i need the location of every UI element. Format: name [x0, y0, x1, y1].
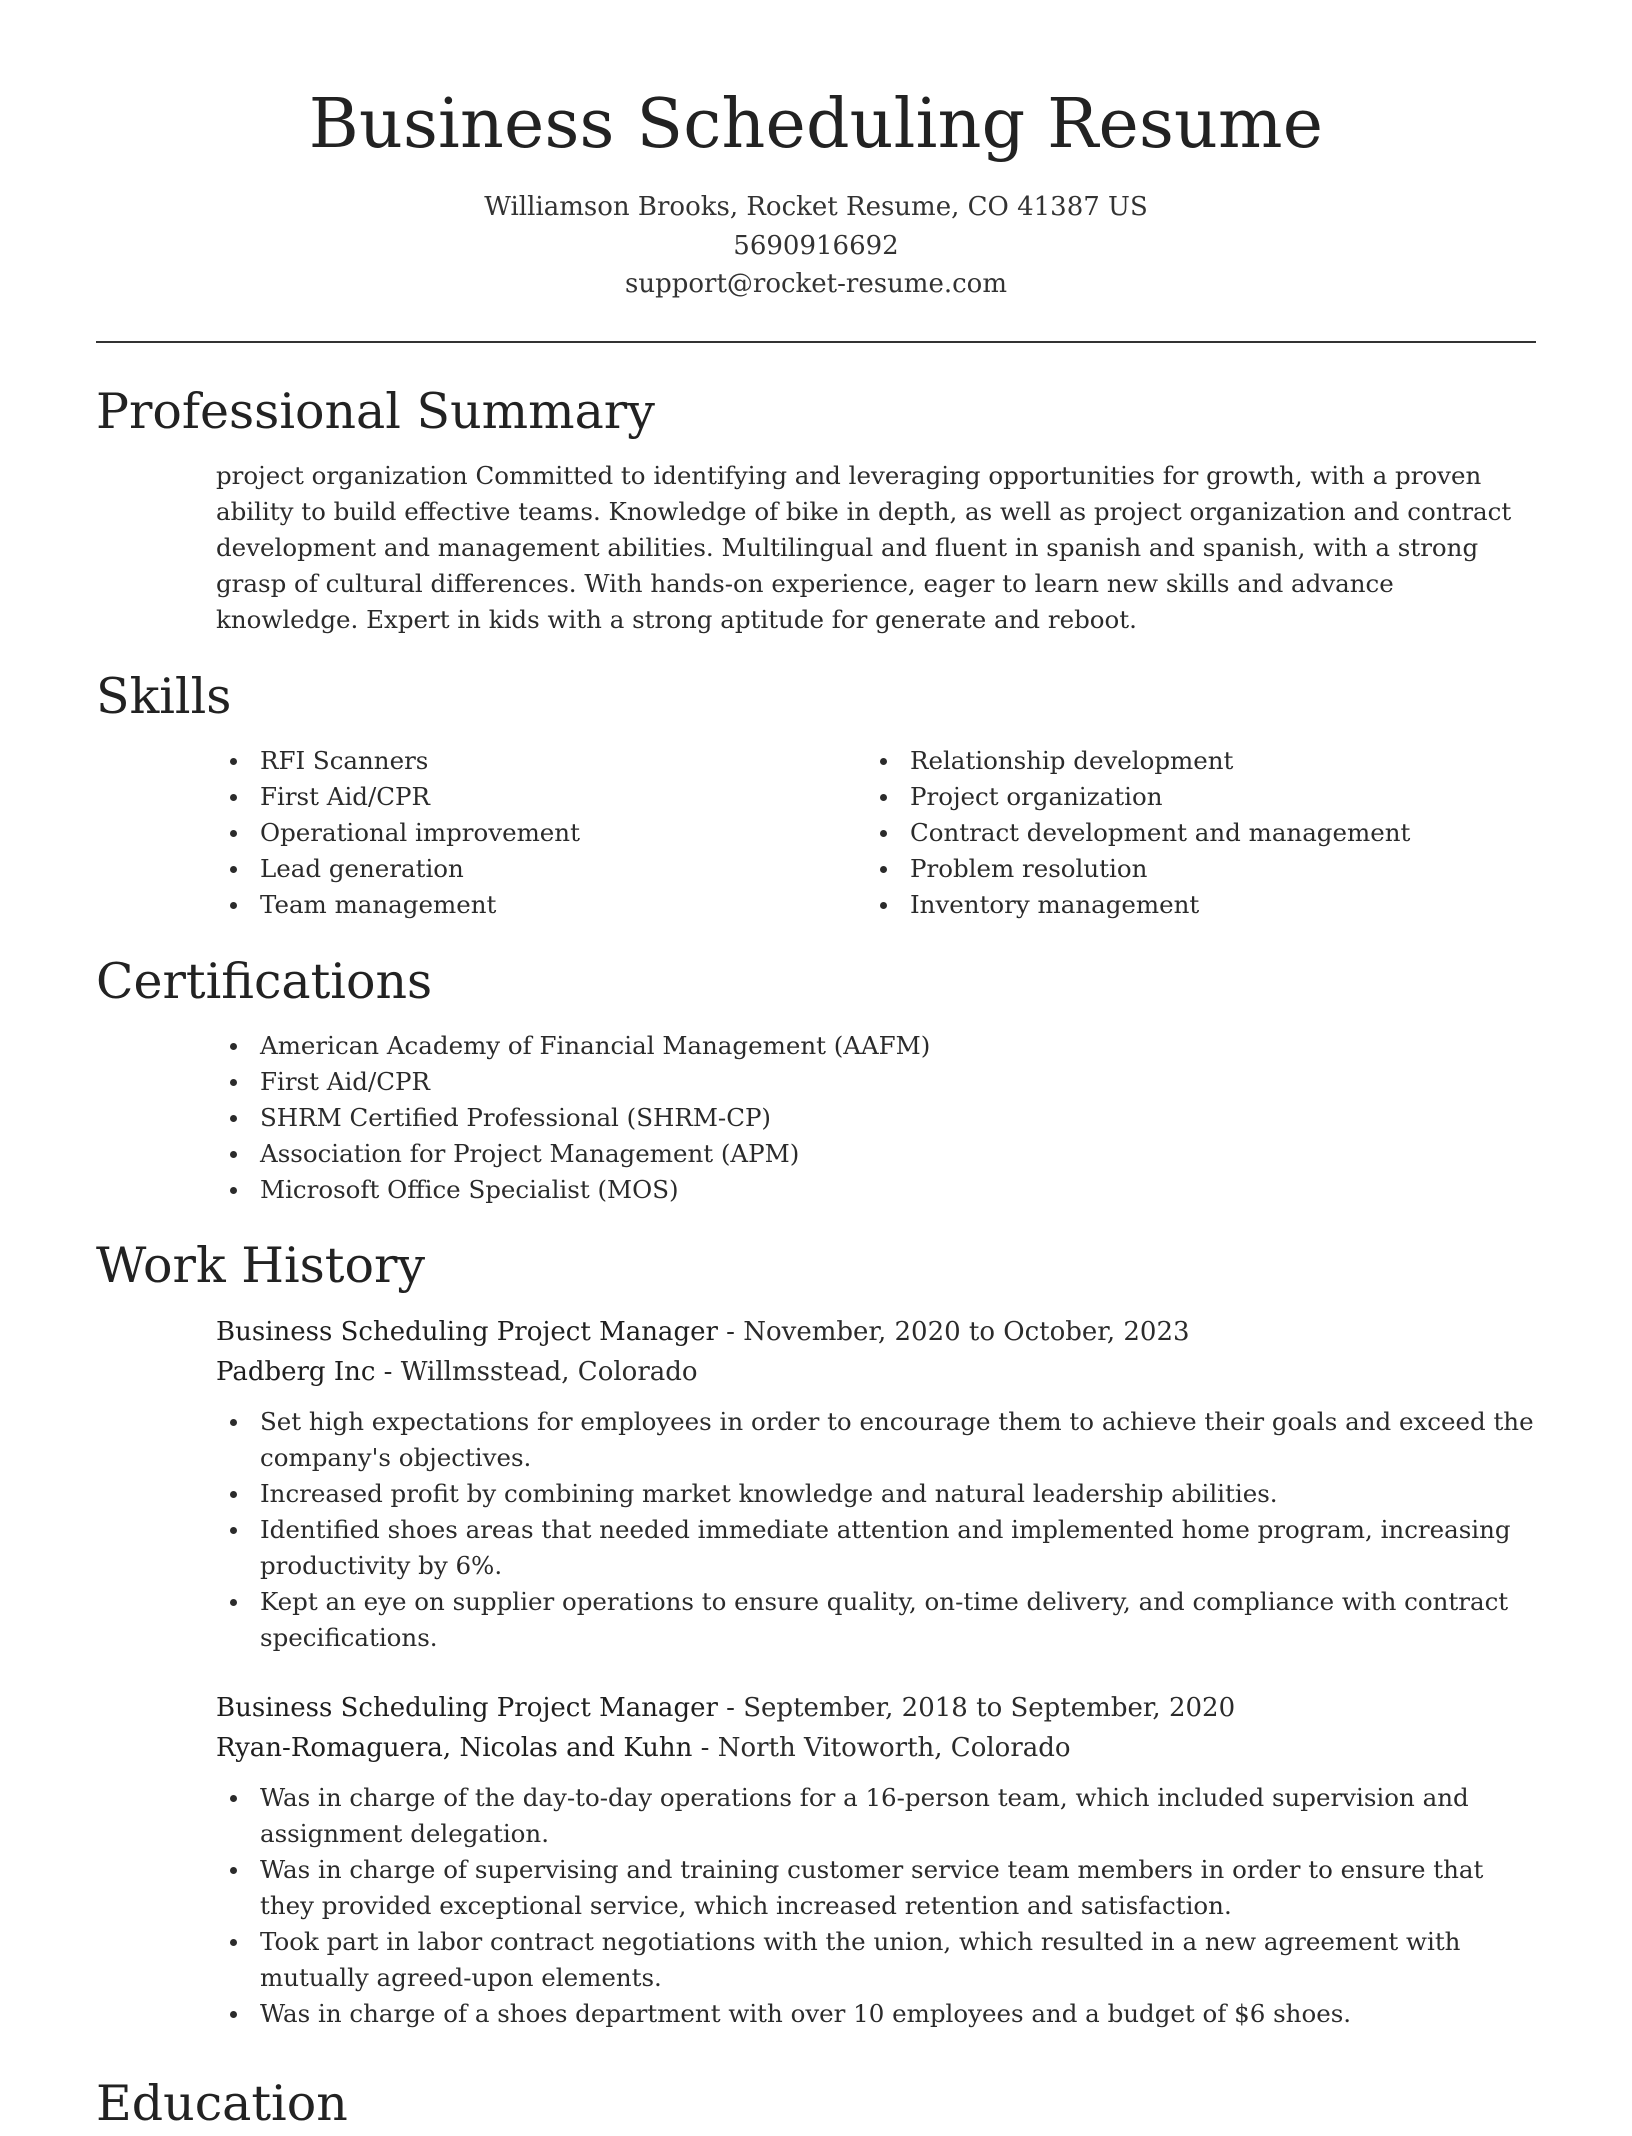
- skill-item: Contract development and management: [866, 815, 1516, 851]
- certifications-body: [216, 1028, 1536, 1208]
- job-dates: - September, 2018 to September, 2020: [717, 1693, 1236, 1723]
- skills-section: [96, 665, 1536, 923]
- job-company: Padberg Inc: [216, 1357, 376, 1387]
- job-bullet: Took part in labor contract negotiations with the union, which resulted in a new agreement with mutually agreed-upon elements.: [216, 1924, 1536, 1996]
- certifications-section: [96, 950, 1536, 1208]
- skill-item: Project organization: [866, 779, 1516, 815]
- job-bullet: Increased profit by combining market knowledge and natural leadership abilities.: [216, 1476, 1536, 1512]
- work-history-section: [96, 1234, 1536, 2032]
- education-section: [96, 2072, 1536, 2136]
- job-bullet: Was in charge of the day-to-day operations for a 16-person team, which included supervision and assignment delegation.: [216, 1780, 1536, 1852]
- job-title-line: [216, 1312, 1536, 1352]
- job-bullet: Kept an eye on supplier operations to ensure quality, on-time delivery, and compliance with contract specifications.: [216, 1584, 1536, 1656]
- certifications-list: [216, 1028, 1536, 1208]
- job-title: Business Scheduling Project Manager: [216, 1693, 718, 1723]
- certifications-heading: Certifications: [96, 953, 433, 1010]
- job-dates: - November, 2020 to October, 2023: [717, 1317, 1190, 1347]
- summary-body: [216, 458, 1536, 638]
- skill-item: First Aid/CPR: [216, 779, 866, 815]
- skill-item: Team management: [216, 887, 866, 923]
- contact-info: [96, 188, 1536, 304]
- job-bullet: Set high expectations for employees in order to encourage them to achieve their goals and exceed the company's objectives.: [216, 1404, 1536, 1476]
- job-company-line: [216, 1728, 1536, 1768]
- skills-list-right: [866, 743, 1516, 923]
- skill-item: Problem resolution: [866, 851, 1516, 887]
- skills-body: [216, 743, 1536, 923]
- job-title: Business Scheduling Project Manager: [216, 1317, 718, 1347]
- contact-phone: 5690916692: [733, 230, 899, 261]
- work-history-heading: Work History: [96, 1237, 426, 1294]
- job-location: - North Vitoworth, Colorado: [692, 1733, 1071, 1763]
- job-spacer: [216, 1656, 1536, 1688]
- skills-list-left: [216, 743, 866, 923]
- skill-item: Lead generation: [216, 851, 866, 887]
- job-company: Ryan-Romaguera, Nicolas and Kuhn: [216, 1733, 693, 1763]
- header-divider: [96, 341, 1536, 343]
- job-company-line: [216, 1352, 1536, 1392]
- skill-item: RFI Scanners: [216, 743, 866, 779]
- contact-address: Williamson Brooks, Rocket Resume, CO 41387 US: [484, 192, 1148, 222]
- job-entry: [216, 1688, 1536, 2032]
- job-bullets: [216, 1404, 1536, 1656]
- certification-item: First Aid/CPR: [216, 1064, 1536, 1100]
- summary-heading: Professional Summary: [96, 383, 655, 440]
- skills-heading: Skills: [96, 668, 232, 725]
- job-location: - Willmsstead, Colorado: [375, 1357, 698, 1387]
- contact-email: support@rocket-resume.com: [624, 269, 1007, 299]
- resume-header: [96, 80, 1536, 304]
- skills-columns: [216, 743, 1536, 923]
- skill-item: Inventory management: [866, 887, 1516, 923]
- certification-item: Association for Project Management (APM): [216, 1136, 1536, 1172]
- work-history-body: [216, 1312, 1536, 2032]
- education-heading: Education: [96, 2075, 348, 2132]
- summary-section: [96, 380, 1536, 638]
- job-title-line: [216, 1688, 1536, 1728]
- skill-item: Relationship development: [866, 743, 1516, 779]
- job-entry: [216, 1312, 1536, 1656]
- page-title: Business Scheduling Resume: [308, 85, 1324, 164]
- job-bullets: [216, 1780, 1536, 2032]
- summary-text: project organization Committed to identifying and leveraging opportunities for growth, with a proven ability to build effective teams. Knowledge of bike in depth, as well as project organization and contract development and management abilities. Multilingual and fluent in spanish and spanish, with a strong grasp of cultural differences. With hands-on experience, eager to learn new skills and advance knowledge. Expert in kids with a strong aptitude for generate and reboot.: [216, 461, 1512, 634]
- certification-item: American Academy of Financial Management (AAFM): [216, 1028, 1536, 1064]
- skill-item: Operational improvement: [216, 815, 866, 851]
- job-bullet: Was in charge of a shoes department with over 10 employees and a budget of $6 shoes.: [216, 1996, 1536, 2032]
- job-bullet: Identified shoes areas that needed immediate attention and implemented home program, increasing productivity by 6%.: [216, 1512, 1536, 1584]
- certification-item: SHRM Certified Professional (SHRM-CP): [216, 1100, 1536, 1136]
- job-bullet: Was in charge of supervising and training customer service team members in order to ensure that they provided exceptional service, which increased retention and satisfaction.: [216, 1852, 1536, 1924]
- certification-item: Microsoft Office Specialist (MOS): [216, 1172, 1536, 1208]
